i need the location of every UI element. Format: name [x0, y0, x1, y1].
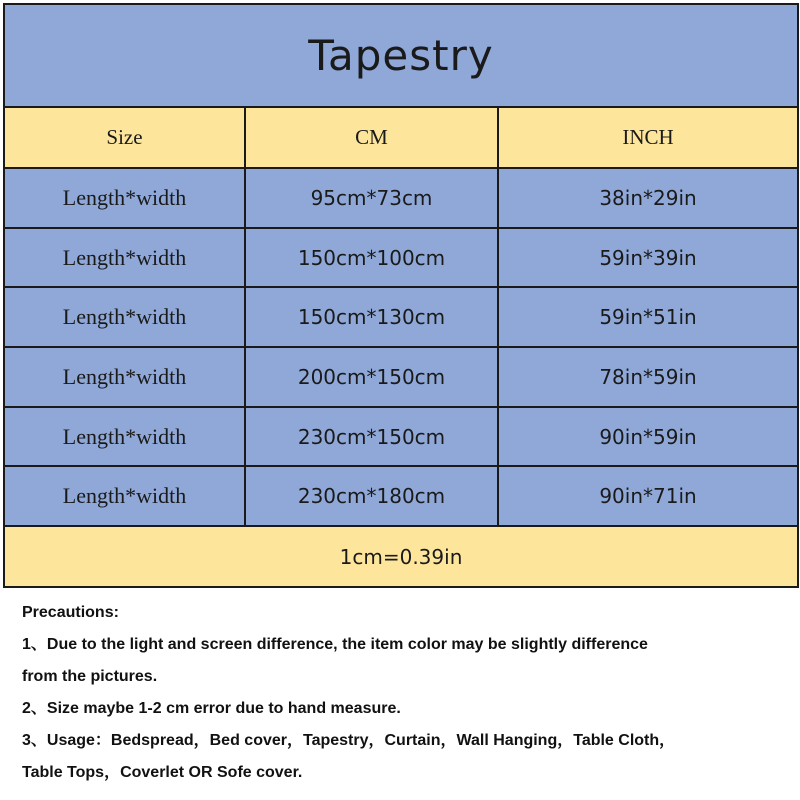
conversion-row: [4, 526, 798, 587]
table-row: [4, 228, 798, 288]
precautions-heading: Precautions:: [22, 604, 119, 621]
precaution-line: from the pictures.: [22, 668, 158, 685]
size-chart-table: [3, 3, 799, 588]
row-size: Length*width: [4, 466, 245, 526]
row-inch: 38in*29in: [498, 168, 798, 228]
row-size: Length*width: [4, 347, 245, 407]
conversion-note: 1cm=0.39in: [4, 526, 798, 587]
row-inch: 59in*51in: [498, 287, 798, 347]
row-size: Length*width: [4, 407, 245, 467]
row-cm: 150cm*130cm: [245, 287, 498, 347]
header-size: Size: [4, 107, 245, 168]
row-size: Length*width: [4, 168, 245, 228]
row-cm: 230cm*150cm: [245, 407, 498, 467]
row-size: Length*width: [4, 287, 245, 347]
row-cm: 95cm*73cm: [245, 168, 498, 228]
precaution-line: 2、Size maybe 1-2 cm error due to hand measure.: [22, 700, 401, 717]
title-row: [4, 4, 798, 107]
row-inch: 90in*71in: [498, 466, 798, 526]
header-inch: INCH: [498, 107, 798, 168]
table-row: [4, 347, 798, 407]
header-row: [4, 107, 798, 168]
row-inch: 78in*59in: [498, 347, 798, 407]
table-row: [4, 168, 798, 228]
row-inch: 59in*39in: [498, 228, 798, 288]
row-size: Length*width: [4, 228, 245, 288]
row-cm: 200cm*150cm: [245, 347, 498, 407]
row-inch: 90in*59in: [498, 407, 798, 467]
row-cm: 150cm*100cm: [245, 228, 498, 288]
row-cm: 230cm*180cm: [245, 466, 498, 526]
table-row: [4, 287, 798, 347]
table-row: [4, 466, 798, 526]
precaution-line: 1、Due to the light and screen difference, the item color may be slightly difference: [22, 636, 648, 653]
header-cm: CM: [245, 107, 498, 168]
precautions: [22, 597, 792, 789]
precaution-line: 3、Usage：Bedspread，Bed cover，Tapestry，Curtain，Wall Hanging，Table Cloth，: [22, 732, 676, 749]
precaution-line: Table Tops，Coverlet OR Sofe cover.: [22, 764, 303, 781]
table-row: [4, 407, 798, 467]
table-title: Tapestry: [4, 4, 798, 107]
